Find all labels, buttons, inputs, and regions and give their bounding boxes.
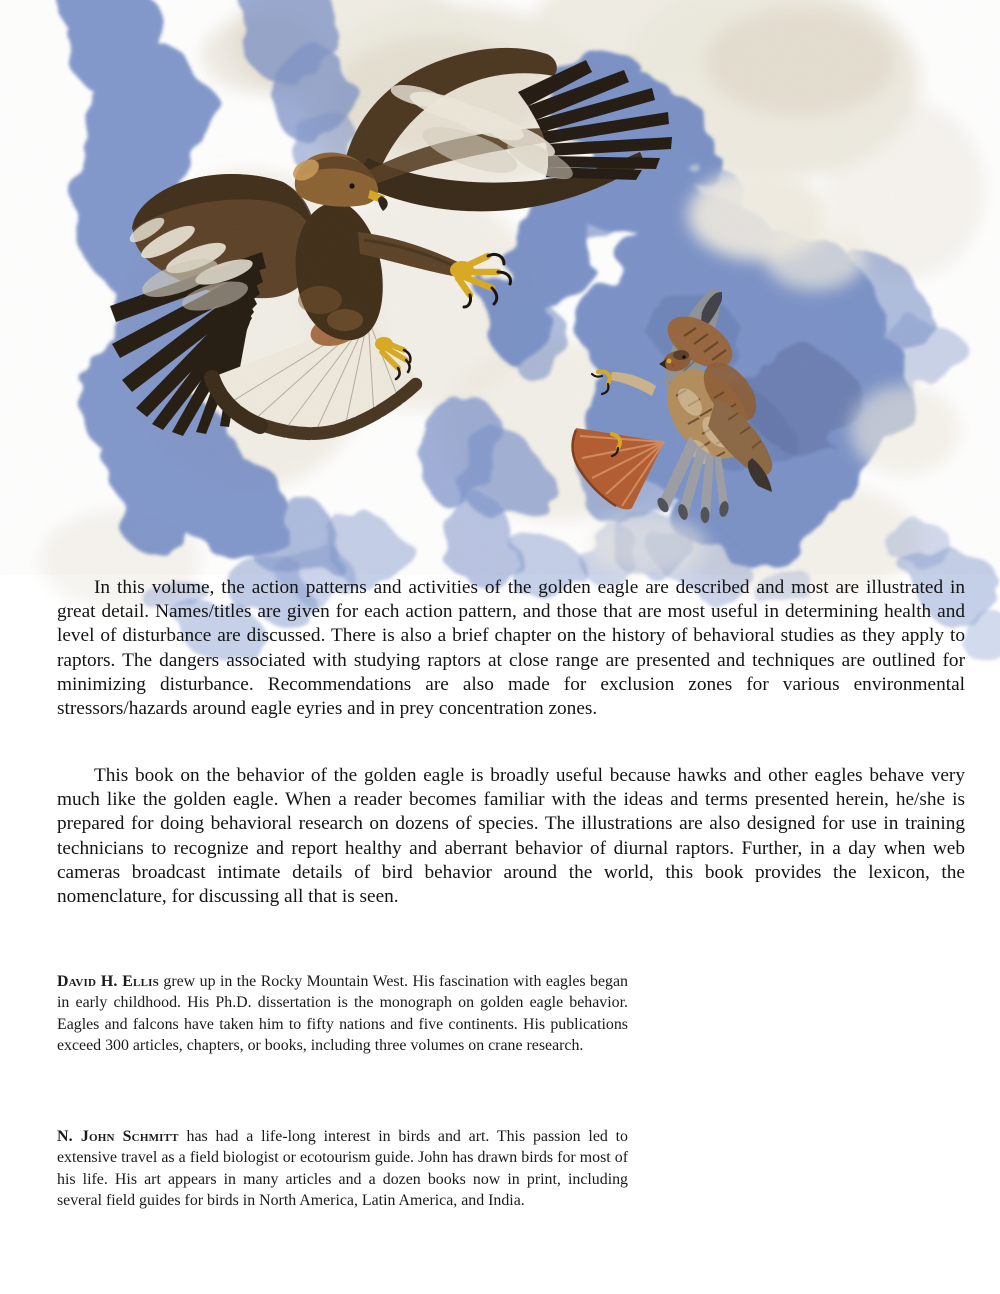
author-name-schmitt: N. John Schmitt [57,1128,179,1145]
author-name-ellis: David H. Ellis [57,973,159,990]
author-bio-schmitt-text: has had a life-long interest in birds and art. This passion led to extensive travel as a field biologist or ecotourism guide. John has drawn birds for most of his life. His art appears in many articles and a dozen books now in print, including several field guides for birds in North America, Latin America, and India. [57,1128,628,1210]
author-bio-schmitt [57,1126,628,1212]
synopsis-paragraph-1: In this volume, the action patterns and activities of the golden eagle are described and most are illustrated in great detail. Names/titles are given for each action pattern, and those that are most useful in determining health and level of disturbance are discussed. There is also a brief chapter on the history of behavioral studies as they apply to raptors. The dangers associated with studying raptors at close range are presented and techniques are outlined for minimizing disturbance. Recommendations are also made for exclusion zones for various environmental stressors/hazards around eagle eyries and in prey concentration zones. [57,577,965,720]
synopsis-paragraph-2: This book on the behavior of the golden eagle is broadly useful because hawks and other eagles behave very much like the golden eagle. When a reader becomes familiar with the ideas and terms presented herein, he/she is prepared for doing behavioral research on dozens of species. The illustrations are also designed for use in training technicians to recognize and report healthy and aberrant behavior of diurnal raptors. Further, in a day when web cameras broadcast intimate details of bird behavior around the world, this book provides the lexicon, the nomenclature, for discussing all that is seen. [57,765,965,908]
author-bio-ellis [57,971,628,1057]
author-bio-ellis-text: grew up in the Rocky Mountain West. His fascination with eagles began in early childhood. His Ph.D. dissertation is the monograph on golden eagle behavior. Eagles and falcons have taken him to fifty nations and five continents. His publications exceed 300 articles, chapters, or books, including three volumes on crane research. [57,973,629,1055]
paper-grain [0,0,1000,575]
